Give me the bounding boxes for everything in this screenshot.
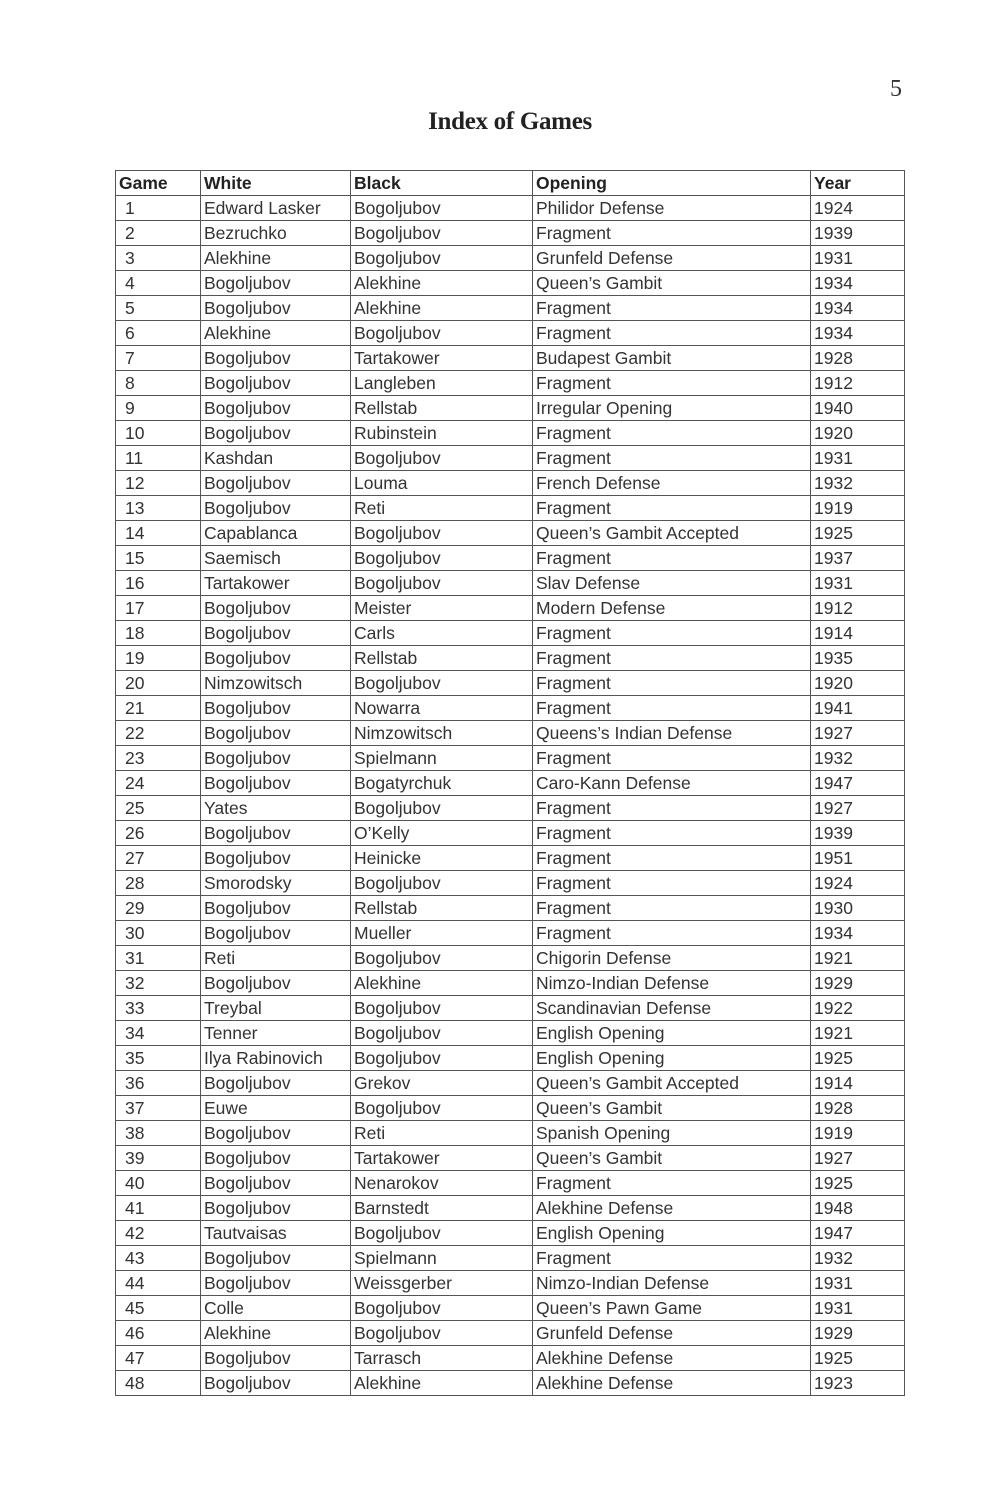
table-row [116,796,905,821]
table-row [116,1021,905,1046]
game-number-cell: 32 [116,971,201,996]
black-player-cell: Bogoljubov [351,521,533,546]
year-cell: 1928 [811,1096,905,1121]
game-number-cell: 47 [116,1346,201,1371]
opening-cell: English Opening [533,1021,811,1046]
game-number-cell: 31 [116,946,201,971]
game-number-cell: 48 [116,1371,201,1396]
white-player-cell: Ilya Rabinovich [201,1046,351,1071]
white-player-cell: Bogoljubov [201,1271,351,1296]
white-player-cell: Bogoljubov [201,1146,351,1171]
year-cell: 1912 [811,371,905,396]
opening-cell: Queen’s Pawn Game [533,1296,811,1321]
opening-cell: Fragment [533,746,811,771]
table-row [116,1121,905,1146]
table-row [116,1096,905,1121]
year-cell: 1947 [811,1221,905,1246]
year-cell: 1914 [811,1071,905,1096]
opening-cell: Queen’s Gambit [533,1146,811,1171]
opening-cell: French Defense [533,471,811,496]
white-player-cell: Kashdan [201,446,351,471]
year-cell: 1935 [811,646,905,671]
table-row [116,1296,905,1321]
year-cell: 1924 [811,196,905,221]
game-number-cell: 6 [116,321,201,346]
table-body [116,196,905,1396]
opening-cell: Fragment [533,821,811,846]
game-number-cell: 46 [116,1321,201,1346]
black-player-cell: Rellstab [351,396,533,421]
white-player-cell: Yates [201,796,351,821]
year-cell: 1951 [811,846,905,871]
white-player-cell: Capablanca [201,521,351,546]
opening-cell: Fragment [533,621,811,646]
white-player-cell: Bogoljubov [201,771,351,796]
table-row [116,1346,905,1371]
opening-cell: Budapest Gambit [533,346,811,371]
game-number-cell: 27 [116,846,201,871]
opening-cell: Fragment [533,896,811,921]
game-number-cell: 12 [116,471,201,496]
black-player-cell: Bogoljubov [351,1046,533,1071]
black-player-cell: Bogoljubov [351,996,533,1021]
game-number-cell: 2 [116,221,201,246]
black-player-cell: Bogoljubov [351,1296,533,1321]
black-player-cell: Bogoljubov [351,796,533,821]
opening-cell: Fragment [533,846,811,871]
black-player-cell: Bogoljubov [351,246,533,271]
game-number-cell: 16 [116,571,201,596]
opening-cell: English Opening [533,1046,811,1071]
game-number-cell: 40 [116,1171,201,1196]
opening-cell: Alekhine Defense [533,1346,811,1371]
column-header-black: Black [351,171,533,196]
black-player-cell: Alekhine [351,971,533,996]
game-number-cell: 29 [116,896,201,921]
table-header-row [116,171,905,196]
opening-cell: Queen’s Gambit Accepted [533,521,811,546]
year-cell: 1925 [811,1346,905,1371]
table-row [116,1321,905,1346]
year-cell: 1937 [811,546,905,571]
opening-cell: Fragment [533,921,811,946]
game-number-cell: 7 [116,346,201,371]
year-cell: 1929 [811,971,905,996]
game-number-cell: 43 [116,1246,201,1271]
table-row [116,1046,905,1071]
opening-cell: Queen’s Gambit Accepted [533,1071,811,1096]
white-player-cell: Bogoljubov [201,421,351,446]
white-player-cell: Alekhine [201,1321,351,1346]
year-cell: 1941 [811,696,905,721]
opening-cell: Caro-Kann Defense [533,771,811,796]
black-player-cell: Alekhine [351,296,533,321]
year-cell: 1948 [811,1196,905,1221]
year-cell: 1939 [811,821,905,846]
opening-cell: Fragment [533,496,811,521]
year-cell: 1921 [811,1021,905,1046]
opening-cell: Spanish Opening [533,1121,811,1146]
black-player-cell: Bogoljubov [351,321,533,346]
table-row [116,221,905,246]
year-cell: 1925 [811,1046,905,1071]
table-row [116,396,905,421]
page-title: Index of Games [428,108,592,135]
games-index-table [115,170,905,1396]
column-header-opening: Opening [533,171,811,196]
opening-cell: Fragment [533,446,811,471]
opening-cell: Fragment [533,371,811,396]
black-player-cell: Reti [351,1121,533,1146]
game-number-cell: 11 [116,446,201,471]
column-header-white: White [201,171,351,196]
table-row [116,1196,905,1221]
table-row [116,1271,905,1296]
white-player-cell: Bogoljubov [201,396,351,421]
black-player-cell: Barnstedt [351,1196,533,1221]
game-number-cell: 28 [116,871,201,896]
year-cell: 1934 [811,921,905,946]
table-row [116,821,905,846]
year-cell: 1934 [811,296,905,321]
table-row [116,1146,905,1171]
black-player-cell: Spielmann [351,1246,533,1271]
table-row [116,371,905,396]
year-cell: 1922 [811,996,905,1021]
black-player-cell: Bogoljubov [351,446,533,471]
table-row [116,671,905,696]
black-player-cell: Bogoljubov [351,196,533,221]
black-player-cell: Rellstab [351,646,533,671]
black-player-cell: Tartakower [351,1146,533,1171]
black-player-cell: Spielmann [351,746,533,771]
table-row [116,321,905,346]
opening-cell: Queen’s Gambit [533,1096,811,1121]
black-player-cell: Grekov [351,1071,533,1096]
year-cell: 1931 [811,571,905,596]
black-player-cell: Bogoljubov [351,221,533,246]
table-row [116,771,905,796]
year-cell: 1939 [811,221,905,246]
opening-cell: Fragment [533,671,811,696]
white-player-cell: Bogoljubov [201,696,351,721]
black-player-cell: Heinicke [351,846,533,871]
table-row [116,246,905,271]
white-player-cell: Smorodsky [201,871,351,896]
opening-cell: Fragment [533,221,811,246]
game-number-cell: 33 [116,996,201,1021]
table-row [116,446,905,471]
game-number-cell: 13 [116,496,201,521]
opening-cell: Fragment [533,796,811,821]
game-number-cell: 8 [116,371,201,396]
table-row [116,896,905,921]
white-player-cell: Reti [201,946,351,971]
year-cell: 1930 [811,896,905,921]
game-number-cell: 15 [116,546,201,571]
table-row [116,471,905,496]
white-player-cell: Bogoljubov [201,271,351,296]
game-number-cell: 21 [116,696,201,721]
year-cell: 1931 [811,1296,905,1321]
year-cell: 1927 [811,721,905,746]
opening-cell: Irregular Opening [533,396,811,421]
page-number: 5 [890,76,902,102]
year-cell: 1932 [811,471,905,496]
table-row [116,921,905,946]
year-cell: 1919 [811,496,905,521]
opening-cell: Alekhine Defense [533,1196,811,1221]
table-row [116,971,905,996]
game-number-cell: 26 [116,821,201,846]
game-number-cell: 19 [116,646,201,671]
table-row [116,271,905,296]
white-player-cell: Bogoljubov [201,971,351,996]
game-number-cell: 35 [116,1046,201,1071]
opening-cell: Nimzo-Indian Defense [533,971,811,996]
black-player-cell: Bogoljubov [351,1321,533,1346]
white-player-cell: Bogoljubov [201,621,351,646]
table-row [116,696,905,721]
table-row [116,621,905,646]
opening-cell: Fragment [533,696,811,721]
opening-cell: Philidor Defense [533,196,811,221]
white-player-cell: Bogoljubov [201,821,351,846]
table-row [116,996,905,1021]
game-number-cell: 20 [116,671,201,696]
white-player-cell: Treybal [201,996,351,1021]
white-player-cell: Bogoljubov [201,296,351,321]
year-cell: 1931 [811,246,905,271]
white-player-cell: Bogoljubov [201,646,351,671]
black-player-cell: Bogatyrchuk [351,771,533,796]
white-player-cell: Tartakower [201,571,351,596]
black-player-cell: Tartakower [351,346,533,371]
year-cell: 1925 [811,521,905,546]
table-row [116,1171,905,1196]
black-player-cell: Bogoljubov [351,1021,533,1046]
opening-cell: Slav Defense [533,571,811,596]
year-cell: 1927 [811,1146,905,1171]
table-row [116,1371,905,1396]
game-number-cell: 18 [116,621,201,646]
opening-cell: Fragment [533,296,811,321]
game-number-cell: 42 [116,1221,201,1246]
year-cell: 1928 [811,346,905,371]
game-number-cell: 25 [116,796,201,821]
black-player-cell: Reti [351,496,533,521]
game-number-cell: 4 [116,271,201,296]
year-cell: 1927 [811,796,905,821]
year-cell: 1912 [811,596,905,621]
white-player-cell: Tenner [201,1021,351,1046]
black-player-cell: Bogoljubov [351,871,533,896]
opening-cell: Fragment [533,871,811,896]
black-player-cell: O’Kelly [351,821,533,846]
game-number-cell: 45 [116,1296,201,1321]
white-player-cell: Bogoljubov [201,1121,351,1146]
white-player-cell: Bogoljubov [201,1346,351,1371]
game-number-cell: 24 [116,771,201,796]
year-cell: 1934 [811,321,905,346]
black-player-cell: Meister [351,596,533,621]
black-player-cell: Nimzowitsch [351,721,533,746]
opening-cell: Fragment [533,1171,811,1196]
white-player-cell: Bogoljubov [201,496,351,521]
black-player-cell: Rellstab [351,896,533,921]
white-player-cell: Edward Lasker [201,196,351,221]
black-player-cell: Nowarra [351,696,533,721]
black-player-cell: Mueller [351,921,533,946]
table-row [116,571,905,596]
table-row [116,596,905,621]
year-cell: 1931 [811,1271,905,1296]
black-player-cell: Bogoljubov [351,671,533,696]
white-player-cell: Saemisch [201,546,351,571]
white-player-cell: Euwe [201,1096,351,1121]
game-number-cell: 9 [116,396,201,421]
white-player-cell: Bogoljubov [201,346,351,371]
year-cell: 1924 [811,871,905,896]
table-row [116,196,905,221]
opening-cell: Scandinavian Defense [533,996,811,1021]
white-player-cell: Bogoljubov [201,1196,351,1221]
table-row [116,546,905,571]
opening-cell: Fragment [533,321,811,346]
year-cell: 1925 [811,1171,905,1196]
game-number-cell: 30 [116,921,201,946]
game-number-cell: 1 [116,196,201,221]
table-row [116,421,905,446]
year-cell: 1921 [811,946,905,971]
black-player-cell: Alekhine [351,271,533,296]
game-number-cell: 37 [116,1096,201,1121]
black-player-cell: Langleben [351,371,533,396]
table-row [116,1221,905,1246]
table-row [116,496,905,521]
year-cell: 1920 [811,671,905,696]
game-number-cell: 34 [116,1021,201,1046]
column-header-year: Year [811,171,905,196]
white-player-cell: Bogoljubov [201,846,351,871]
opening-cell: Fragment [533,421,811,446]
year-cell: 1920 [811,421,905,446]
opening-cell: Nimzo-Indian Defense [533,1271,811,1296]
black-player-cell: Tarrasch [351,1346,533,1371]
opening-cell: English Opening [533,1221,811,1246]
year-cell: 1919 [811,1121,905,1146]
black-player-cell: Bogoljubov [351,546,533,571]
table-row [116,296,905,321]
game-number-cell: 36 [116,1071,201,1096]
game-number-cell: 41 [116,1196,201,1221]
white-player-cell: Colle [201,1296,351,1321]
year-cell: 1932 [811,1246,905,1271]
white-player-cell: Bogoljubov [201,1171,351,1196]
black-player-cell: Bogoljubov [351,946,533,971]
black-player-cell: Weissgerber [351,1271,533,1296]
white-player-cell: Alekhine [201,321,351,346]
game-number-cell: 38 [116,1121,201,1146]
white-player-cell: Bogoljubov [201,596,351,621]
opening-cell: Alekhine Defense [533,1371,811,1396]
white-player-cell: Bogoljubov [201,1246,351,1271]
opening-cell: Grunfeld Defense [533,246,811,271]
game-number-cell: 44 [116,1271,201,1296]
white-player-cell: Bogoljubov [201,721,351,746]
opening-cell: Fragment [533,546,811,571]
table-row [116,746,905,771]
opening-cell: Modern Defense [533,596,811,621]
opening-cell: Fragment [533,1246,811,1271]
year-cell: 1934 [811,271,905,296]
year-cell: 1947 [811,771,905,796]
white-player-cell: Bogoljubov [201,1071,351,1096]
black-player-cell: Carls [351,621,533,646]
table-row [116,846,905,871]
white-player-cell: Bogoljubov [201,921,351,946]
year-cell: 1931 [811,446,905,471]
year-cell: 1940 [811,396,905,421]
white-player-cell: Tautvaisas [201,1221,351,1246]
year-cell: 1932 [811,746,905,771]
table-row [116,1071,905,1096]
opening-cell: Fragment [533,646,811,671]
white-player-cell: Nimzowitsch [201,671,351,696]
game-number-cell: 14 [116,521,201,546]
table-row [116,1246,905,1271]
opening-cell: Queen’s Gambit [533,271,811,296]
black-player-cell: Nenarokov [351,1171,533,1196]
year-cell: 1914 [811,621,905,646]
year-cell: 1929 [811,1321,905,1346]
opening-cell: Grunfeld Defense [533,1321,811,1346]
game-number-cell: 5 [116,296,201,321]
black-player-cell: Rubinstein [351,421,533,446]
white-player-cell: Bezruchko [201,221,351,246]
game-number-cell: 23 [116,746,201,771]
year-cell: 1923 [811,1371,905,1396]
table-row [116,721,905,746]
game-number-cell: 3 [116,246,201,271]
black-player-cell: Bogoljubov [351,571,533,596]
black-player-cell: Bogoljubov [351,1096,533,1121]
opening-cell: Chigorin Defense [533,946,811,971]
white-player-cell: Bogoljubov [201,1371,351,1396]
table-row [116,521,905,546]
opening-cell: Queens’s Indian Defense [533,721,811,746]
table-row [116,346,905,371]
table-row [116,871,905,896]
white-player-cell: Bogoljubov [201,896,351,921]
white-player-cell: Alekhine [201,246,351,271]
black-player-cell: Alekhine [351,1371,533,1396]
white-player-cell: Bogoljubov [201,471,351,496]
table-row [116,646,905,671]
game-number-cell: 39 [116,1146,201,1171]
table-row [116,946,905,971]
white-player-cell: Bogoljubov [201,746,351,771]
black-player-cell: Louma [351,471,533,496]
column-header-game: Game [116,171,201,196]
black-player-cell: Bogoljubov [351,1221,533,1246]
game-number-cell: 17 [116,596,201,621]
white-player-cell: Bogoljubov [201,371,351,396]
game-number-cell: 22 [116,721,201,746]
game-number-cell: 10 [116,421,201,446]
